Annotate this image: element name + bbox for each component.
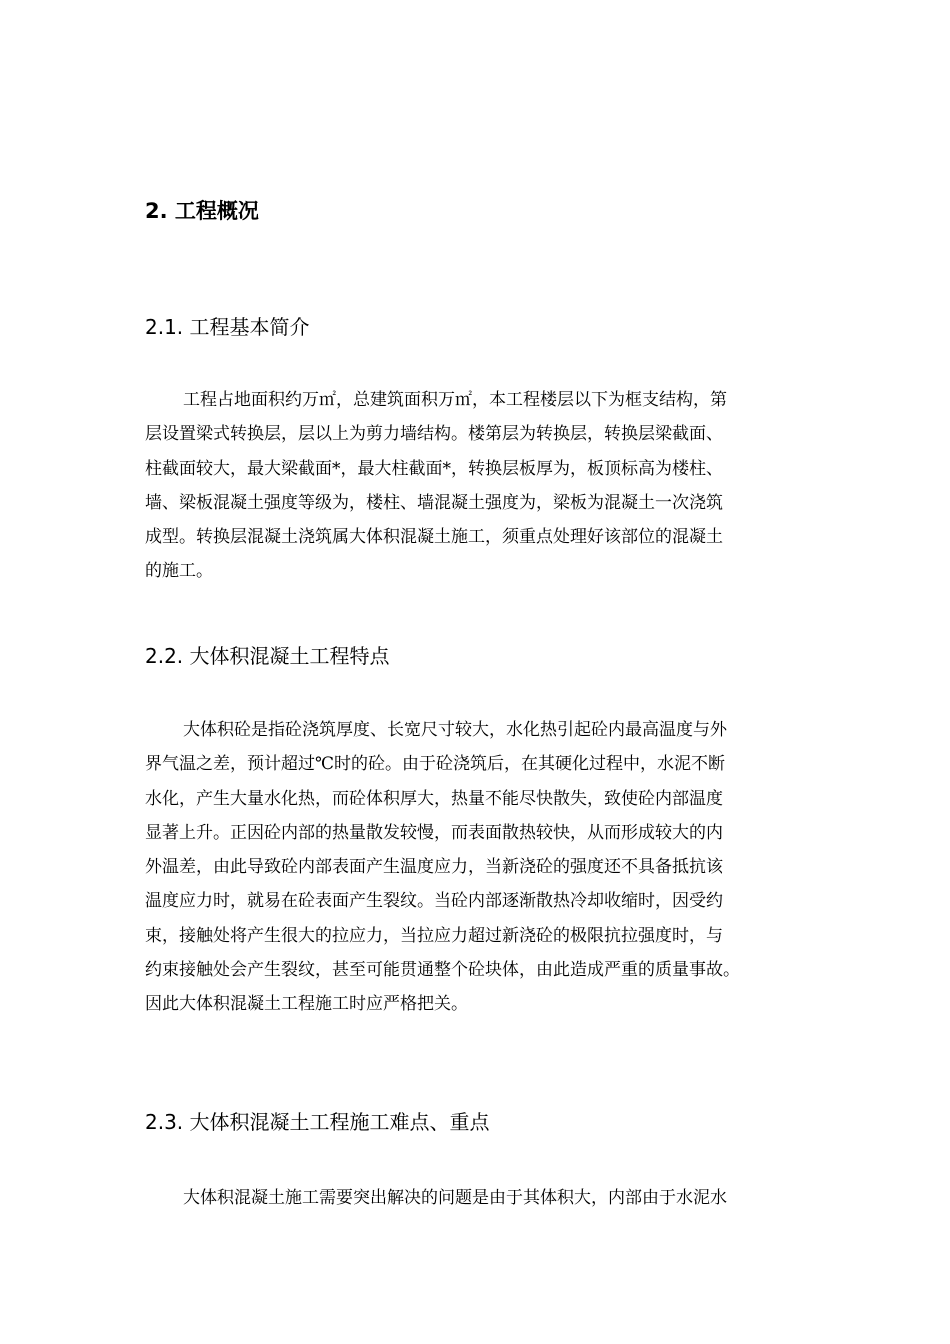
section-title: 2. 工程概况 — [145, 199, 259, 223]
paragraph-line: 大体积混凝土施工需要突出解决的问题是由于其体积大，内部由于水泥水 — [183, 1188, 727, 1208]
paragraph-line: 因此大体积混凝土工程施工时应严格把关。 — [145, 994, 468, 1015]
paragraph-line: 外温差，由此导致砼内部表面产生温度应力，当新浇砼的强度还不具备抵抗该 — [145, 857, 723, 878]
paragraph-2-2 — [145, 713, 805, 1022]
paragraph-line: 工程占地面积约万㎡，总建筑面积万㎡，本工程楼层以下为框支结构，第 — [183, 390, 727, 410]
heading-2-3: 2.3. 大体积混凝土工程施工难点、重点 — [145, 1110, 490, 1134]
paragraph-line: 温度应力时，就易在砼表面产生裂纹。当砼内部逐渐散热冷却收缩时，因受约 — [145, 891, 723, 912]
heading-2-1: 2.1. 工程基本简介 — [145, 315, 310, 339]
paragraph-line: 层设置梁式转换层，层以上为剪力墙结构。楼第层为转换层，转换层梁截面、 — [145, 424, 723, 445]
paragraph-line: 水化，产生大量水化热，而砼体积厚大，热量不能尽快散失，致使砼内部温度 — [145, 788, 723, 809]
heading-2-2: 2.2. 大体积混凝土工程特点 — [145, 644, 390, 668]
paragraph-line: 柱截面较大，最大梁截面*，最大柱截面*，转换层板厚为，板顶标高为楼柱、 — [145, 458, 723, 479]
paragraph-line: 成型。转换层混凝土浇筑属大体积混凝土施工，须重点处理好该部位的混凝土 — [145, 527, 723, 548]
paragraph-2-1 — [145, 383, 805, 589]
paragraph-line: 束，接触处将产生很大的拉应力，当拉应力超过新浇砼的极限抗拉强度时，与 — [145, 925, 723, 946]
paragraph-line: 界气温之差，预计超过℃时的砼。由于砼浇筑后，在其硬化过程中，水泥不断 — [145, 754, 726, 775]
paragraph-line: 显著上升。正因砼内部的热量散发较慢，而表面散热较快，从而形成较大的内 — [145, 822, 723, 843]
paragraph-line: 墙、梁板混凝土强度等级为，楼柱、墙混凝土强度为，梁板为混凝土一次浇筑 — [145, 492, 723, 513]
paragraph-2-3 — [145, 1181, 805, 1215]
paragraph-line: 约束接触处会产生裂纹，甚至可能贯通整个砼块体，由此造成严重的质量事故。 — [145, 960, 740, 981]
paragraph-line: 大体积砼是指砼浇筑厚度、长宽尺寸较大，水化热引起砼内最高温度与外 — [183, 720, 727, 740]
paragraph-line: 的施工。 — [145, 561, 213, 582]
